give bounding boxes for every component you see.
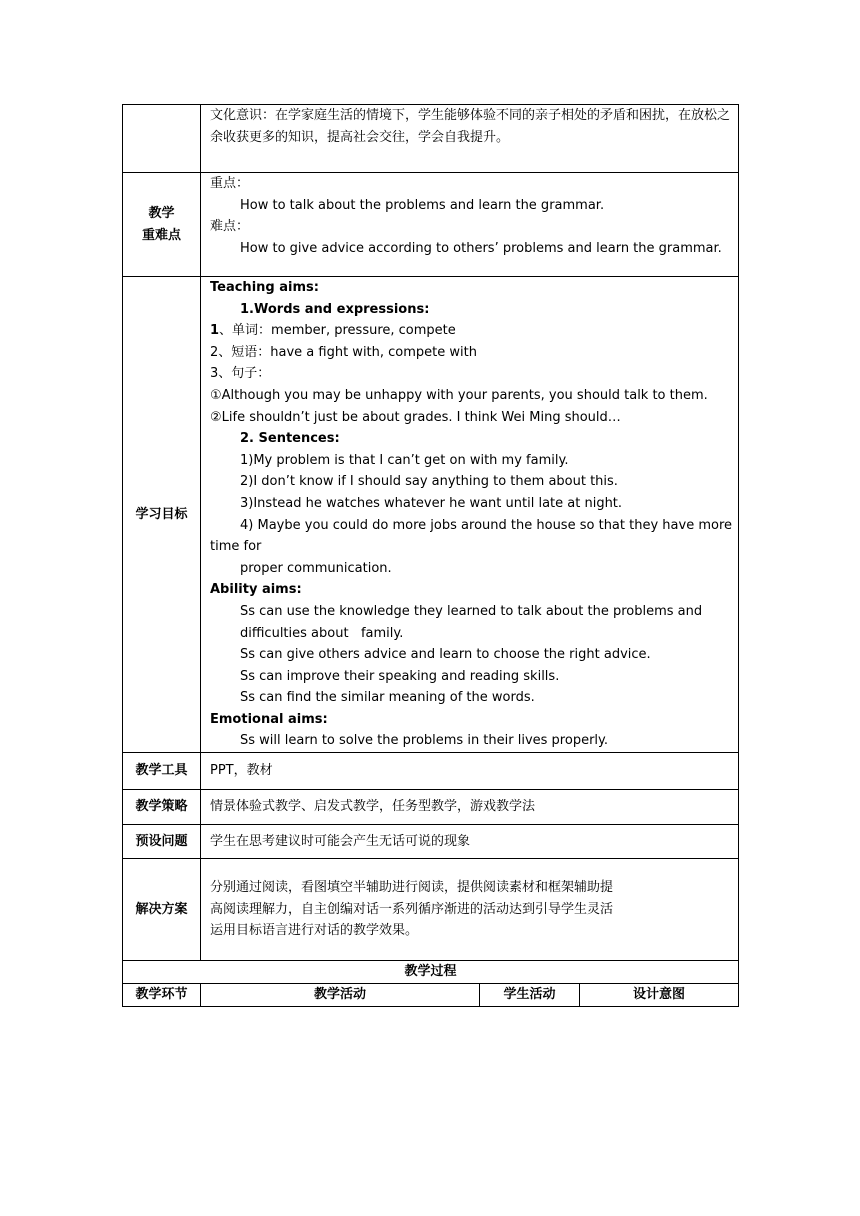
vocab-line xyxy=(210,320,732,342)
difficulty-title: 难点： xyxy=(210,219,250,235)
ability-1: Ss can use the knowledge they learned to talk about the problems and xyxy=(240,603,703,619)
lesson-plan-table xyxy=(122,104,739,1007)
sentence-a: ①Although you may be unhappy with your parents, you should talk to them. xyxy=(210,387,708,403)
sentence-4: 4) Maybe you could do more jobs around the house so that they have more time for xyxy=(210,517,733,555)
key-points-label-line1: 教学 xyxy=(148,205,175,221)
culture-text: 文化意识：在学家庭生活的情境下，学生能够体验不同的亲子相处的矛盾和困扰，在放松之余收获更多的知识，提高社会交往，学会自我提升。 xyxy=(201,105,739,173)
process-col-activity: 教学活动 xyxy=(201,984,480,1007)
objectives-content xyxy=(201,277,739,753)
vocab-number: 1 xyxy=(210,323,220,339)
ability-heading: Ability aims: xyxy=(210,582,302,598)
objectives-label: 学习目标 xyxy=(123,277,201,753)
culture-label-cell xyxy=(123,105,201,173)
teaching-aims-heading: Teaching aims: xyxy=(210,280,319,295)
vocab-text: 、单词：member, pressure, compete xyxy=(219,323,456,339)
emotional-1: Ss will learn to solve the problems in their lives properly. xyxy=(240,733,608,749)
issues-text: 学生在思考建议时可能会产生无话可说的现象 xyxy=(201,825,739,859)
solution-row xyxy=(123,859,739,961)
tools-label: 教学工具 xyxy=(123,753,201,790)
key-points-label-line2: 重难点 xyxy=(141,227,181,243)
sentences-heading: 2. Sentences: xyxy=(240,431,340,447)
culture-row xyxy=(123,105,739,173)
issues-row xyxy=(123,825,739,859)
key-points-row xyxy=(123,173,739,277)
phrases-line: 2、短语：have a fight with, compete with xyxy=(210,344,477,360)
strategy-text: 情景体验式教学、启发式教学，任务型教学，游戏教学法 xyxy=(201,790,739,825)
process-title: 教学过程 xyxy=(123,961,739,984)
words-heading: 1.Words and expressions: xyxy=(240,301,430,317)
process-header-row xyxy=(123,984,739,1007)
process-col-stage: 教学环节 xyxy=(123,984,201,1007)
ability-1-cont: difficulties about family. xyxy=(240,625,404,641)
process-col-intent: 设计意图 xyxy=(580,984,739,1007)
key-points-label xyxy=(123,173,201,277)
tools-text: PPT，教材 xyxy=(201,753,739,790)
solution-content xyxy=(201,859,739,961)
emotional-heading: Emotional aims: xyxy=(210,711,328,727)
sentence-3: 3)Instead he watches whatever he want until late at night. xyxy=(240,495,623,511)
sentence-b: ②Life shouldn’t just be about grades. I think Wei Ming should… xyxy=(210,409,621,425)
objectives-row xyxy=(123,277,739,753)
solution-line-1: 分别通过阅读，看图填空半辅助进行阅读，提供阅读素材和框架辅助提 xyxy=(210,880,614,896)
process-col-student: 学生活动 xyxy=(480,984,580,1007)
ability-2: Ss can give others advice and learn to choose the right advice. xyxy=(240,647,651,663)
focus-title: 重点： xyxy=(210,176,250,191)
sentence-4-cont: proper communication. xyxy=(240,560,392,576)
difficulty-text: How to give advice according to others’ problems and learn the grammar. xyxy=(240,240,722,256)
process-title-row xyxy=(123,961,739,984)
key-points-content xyxy=(201,173,739,277)
solution-line-2: 高阅读理解力，自主创编对话一系列循序渐进的活动达到引导学生灵活 xyxy=(210,901,614,917)
tools-row xyxy=(123,753,739,790)
strategy-label: 教学策略 xyxy=(123,790,201,825)
issues-label: 预设问题 xyxy=(123,825,201,859)
focus-text: How to talk about the problems and learn the grammar. xyxy=(240,197,605,213)
ability-3: Ss can improve their speaking and reading skills. xyxy=(240,668,560,684)
solution-label: 解决方案 xyxy=(123,859,201,961)
sentences-cn-line: 3、句子： xyxy=(210,366,271,382)
sentence-1: 1)My problem is that I can’t get on with my family. xyxy=(240,452,569,468)
sentence-2: 2)I don’t know if I should say anything to them about this. xyxy=(240,474,618,490)
strategy-row xyxy=(123,790,739,825)
ability-4: Ss can find the similar meaning of the words. xyxy=(240,690,535,706)
solution-line-3: 运用目标语言进行对话的教学效果。 xyxy=(210,923,419,939)
